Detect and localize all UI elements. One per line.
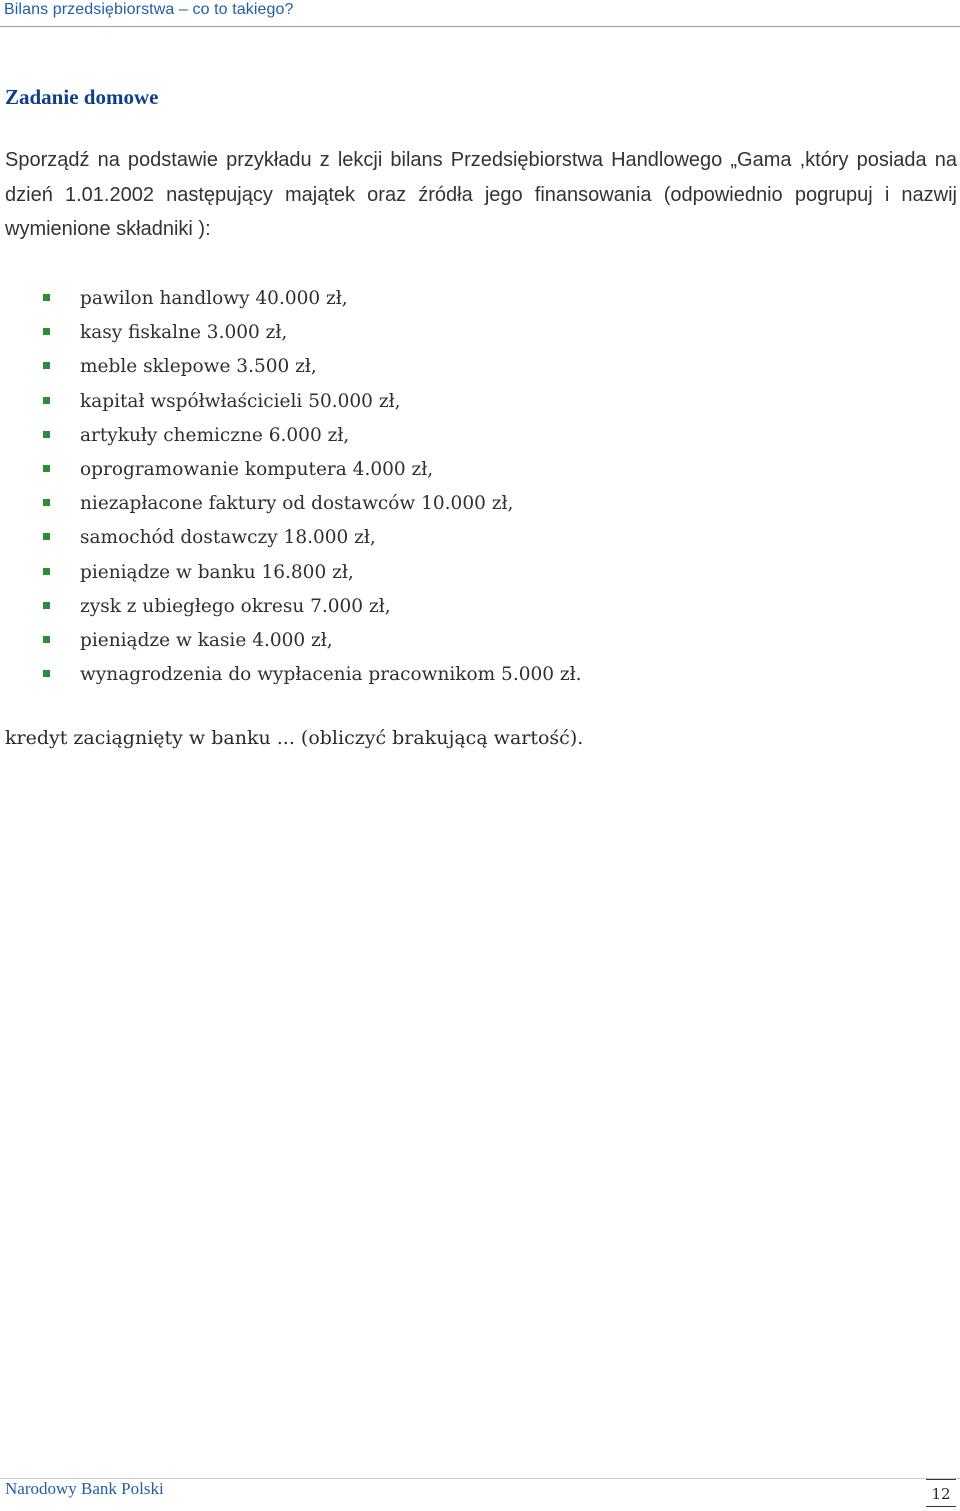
footer-publisher: Narodowy Bank Polski	[5, 1479, 164, 1498]
square-bullet-icon	[43, 533, 50, 540]
closing-note: kredyt zaciągnięty w banku ... (obliczyć brakującą wartość).	[5, 727, 584, 749]
list-item-text: pieniądze w kasie 4.000 zł,	[80, 629, 333, 651]
list-item-text: meble sklepowe 3.500 zł,	[80, 356, 317, 378]
list-item-text: samochód dostawczy 18.000 zł,	[80, 527, 376, 549]
square-bullet-icon	[43, 568, 50, 575]
square-bullet-icon	[43, 465, 50, 472]
list-item	[0, 419, 582, 453]
square-bullet-icon	[43, 294, 50, 301]
list-item-text: wynagrodzenia do wypłacenia pracownikom 5.000 zł.	[80, 664, 582, 686]
section-heading: Zadanie domowe	[5, 85, 159, 109]
task-instructions: Sporządź na podstawie przykładu z lekcji bilans Przedsiębiorstwa Handlowego „Gama ,który posiada na dzień 1.01.2002 następujący majątek oraz źródła jego finansowania (odpowiednio pogrupuj i nazwij wymienione składniki ):	[5, 149, 957, 240]
square-bullet-icon	[43, 328, 50, 335]
square-bullet-icon	[43, 602, 50, 609]
list-item-text: niezapłacone faktury od dostawców 10.000 zł,	[80, 493, 514, 515]
header-divider	[0, 26, 960, 27]
list-item	[0, 590, 582, 624]
square-bullet-icon	[43, 670, 50, 677]
list-item	[0, 350, 582, 384]
list-item-text: zysk z ubiegłego okresu 7.000 zł,	[80, 595, 391, 617]
square-bullet-icon	[43, 636, 50, 643]
list-item-text: pieniądze w banku 16.800 zł,	[80, 561, 354, 583]
list-item-text: kapitał współwłaścicieli 50.000 zł,	[80, 390, 401, 412]
list-item	[0, 316, 582, 350]
list-item-text: oprogramowanie komputera 4.000 zł,	[80, 458, 434, 480]
square-bullet-icon	[43, 362, 50, 369]
list-item-text: pawilon handlowy 40.000 zł,	[80, 288, 348, 309]
square-bullet-icon	[43, 499, 50, 506]
list-item	[0, 385, 582, 419]
list-item	[0, 556, 582, 590]
list-item	[0, 453, 582, 487]
square-bullet-icon	[43, 397, 50, 404]
page-number: 12	[926, 1479, 956, 1507]
list-item	[0, 282, 582, 316]
list-item	[0, 487, 582, 521]
square-bullet-icon	[43, 431, 50, 438]
list-item-text: artykuły chemiczne 6.000 zł,	[80, 424, 350, 446]
list-item	[0, 521, 582, 555]
list-item	[0, 658, 582, 692]
asset-liability-list	[0, 282, 582, 692]
document-header-title: Bilans przedsiębiorstwa – co to takiego?	[4, 1, 294, 18]
list-item-text: kasy fiskalne 3.000 zł,	[80, 322, 288, 344]
list-item	[0, 624, 582, 658]
